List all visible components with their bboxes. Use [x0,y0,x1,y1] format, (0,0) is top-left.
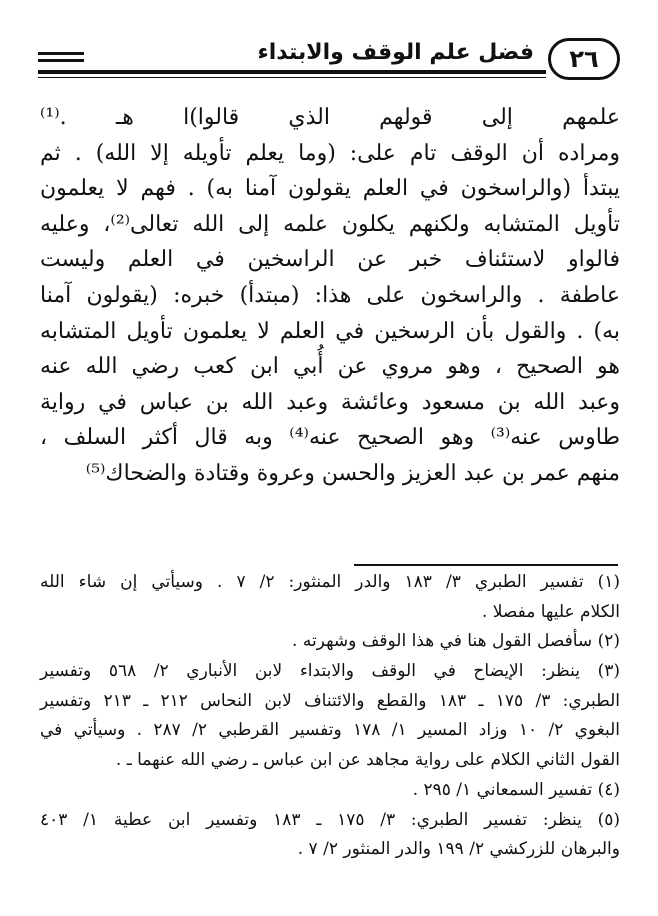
text-line: به) . والقول بأن الرسخين في العلم لا يعلمون تأويل المتشابه [40,318,620,344]
text-line: وعبد الله بن مسعود وعائشة وعبد الله بن عباس في رواية [40,389,620,415]
footnotes [40,568,620,865]
footnote-line: الكلام عليها مفصلا . [481,601,620,622]
footnote-line: (٤) تفسير السمعاني ١/ ٢٩٥ . [412,779,620,800]
footnote-line: (٣) ينظر: الإيضاح في الوقف والابتداء لابن الأنباري ٢/ ٥٦٨ وتفسير [40,661,620,682]
page-header [38,32,620,88]
page-number-badge [548,38,620,80]
footnote-line: والبرهان للزركشي ٢/ ١٩٩ والدر المنثور ٢/ ٧ . [297,839,620,860]
footnote-line: القول الثاني الكلام على رواية مجاهد عن ابن عباس ـ رضي الله عنهما ـ . [115,750,620,771]
main-text [40,100,620,492]
footnote-line: (١) تفسير الطبري ٣/ ١٨٣ والدر المنثور: ٢/ ٧ . وسيأتي إن شاء الله [40,572,621,592]
text-line: عاطفة . والراسخون على هذا: (مبتدأ) خبره: (يقولون آمنا [40,282,620,308]
text-line: منهم عمر بن عبد العزيز والحسن وعروة وقتادة والضحاك⁽⁵⁾ [85,460,620,486]
footnote-line: (٥) ينظر: تفسير الطبري: ٣/ ١٧٥ ـ ١٨٣ وتفسير ابن عطية ١/ ٤٠٣ [40,809,621,830]
text-line: تأويل المتشابه ولكنهم يكلون علمه إلى الله تعالى⁽²⁾، وعليه [40,211,620,237]
footnote-divider [354,564,618,566]
text-line: يبتدأ (والراسخون في العلم يقولون آمنا به) . فهم لا يعلمون [40,176,620,202]
text-line: علمهم إلى قولهم الذي قالوا)ا هـ .⁽¹⁾ [40,105,620,130]
header-ornament-dash [38,52,84,55]
page-number: ٢٦ [569,45,599,73]
text-line: فالواو لاستئناف خبر عن الراسخين في العلم وليست [40,247,620,273]
header-rule [38,70,546,74]
text-line: هو الصحيح ، وهو مروي عن أُبي ابن كعب رضي الله عنه [40,354,620,380]
header-ornament-dash [38,59,84,62]
text-line: ومراده أن الوقف تام على: (وما يعلم تأويله إلا الله) . ثم [40,140,620,166]
footnote-line: الطبري: ٣/ ١٧٥ ـ ١٨٣ والقطع والائتناف لابن النحاس ٢١٢ ـ ٢١٣ وتفسير [40,690,621,711]
running-title: فضل علم الوقف والابتداء [257,40,534,65]
footnote-line: (٢) سأفصل القول هنا في هذا الوقف وشهرته . [292,631,620,652]
footnote-line: البغوي ٢/ ١٠ وزاد المسير ١/ ١٧٨ وتفسير القرطبي ٢/ ٢٨٧ . وسيأتي في [40,720,620,741]
text-line: طاوس عنه⁽³⁾ وهو الصحيح عنه⁽⁴⁾ وبه قال أكثر السلف ، [40,425,621,451]
header-rule-thin [38,77,546,78]
